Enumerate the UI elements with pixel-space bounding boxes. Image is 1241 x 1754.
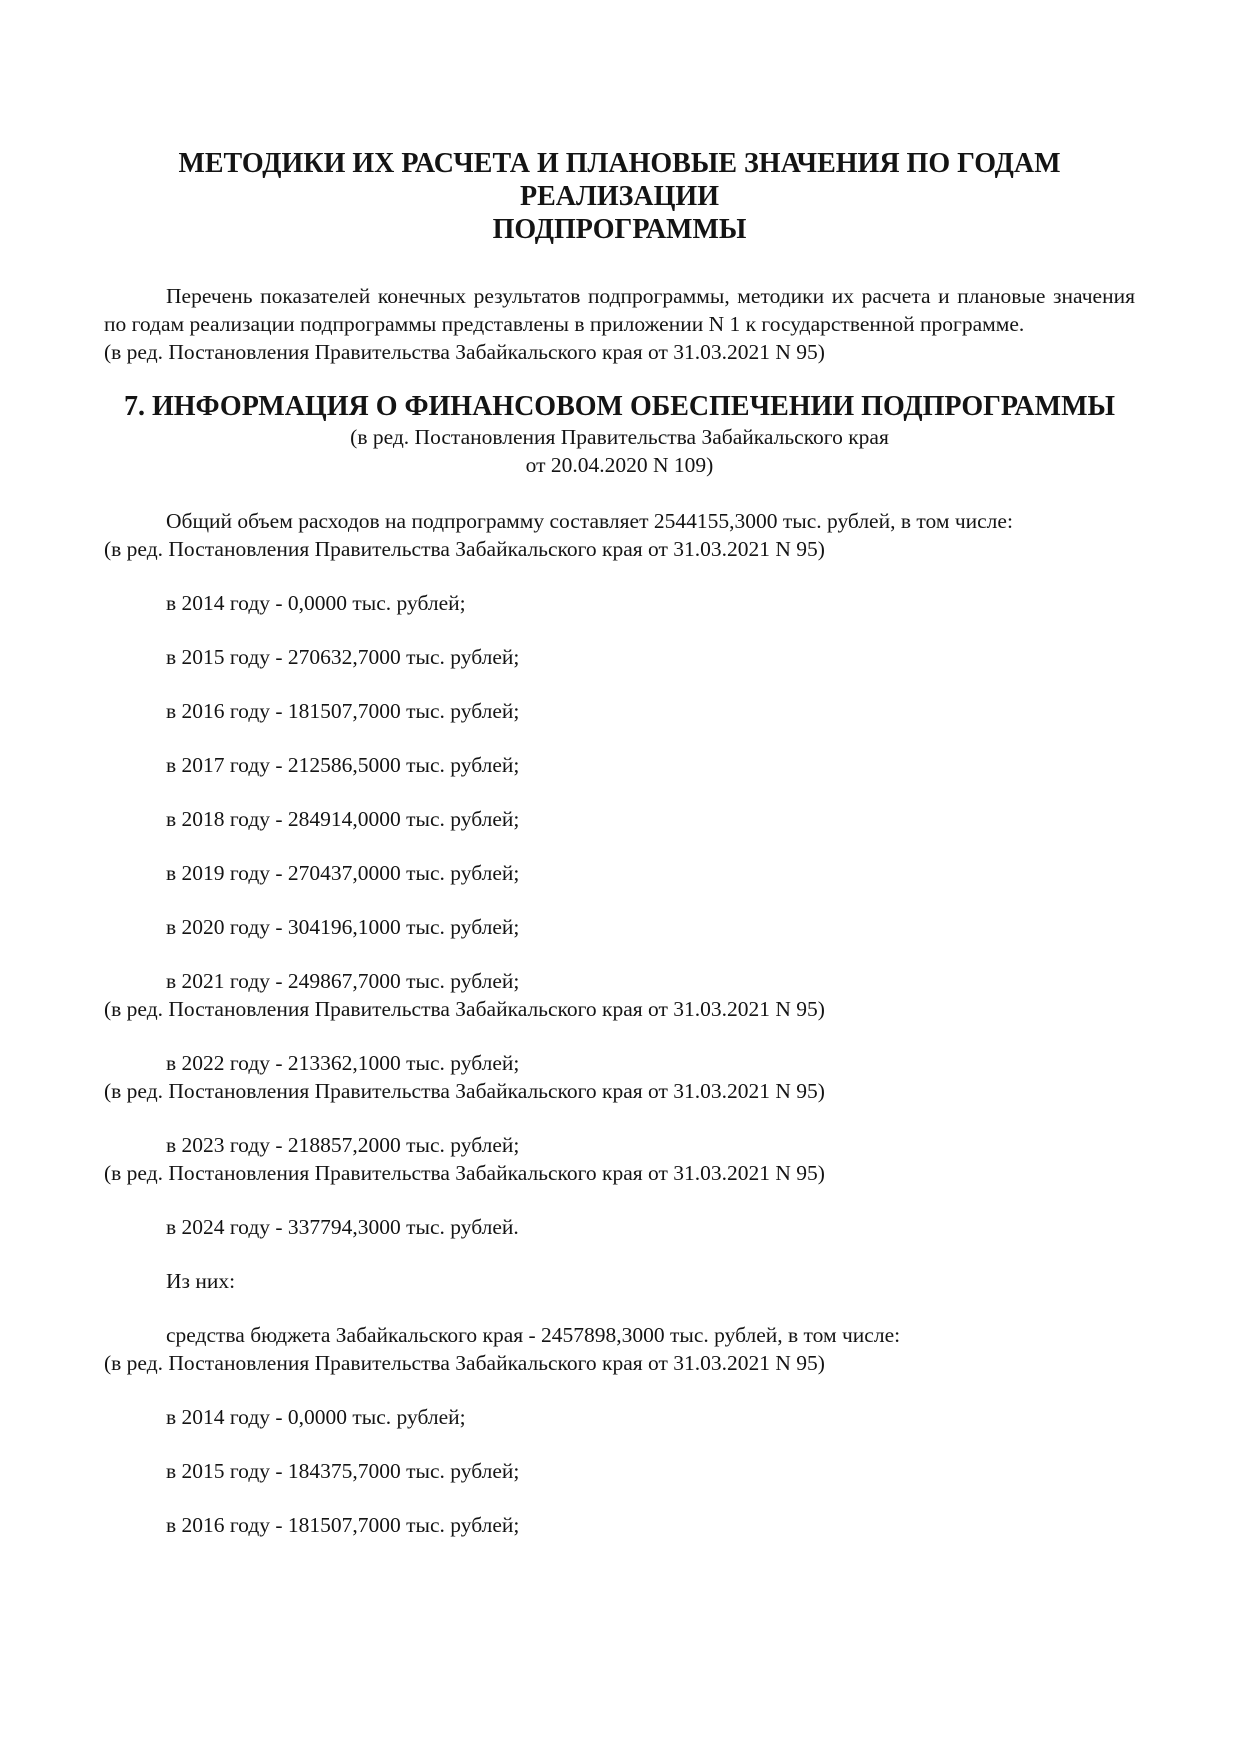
year-total-2019: в 2019 году - 270437,0000 тыс. рублей;	[166, 861, 520, 885]
year-total-2021: в 2021 году - 249867,7000 тыс. рублей;	[166, 969, 520, 993]
year-2021-amendment-note: (в ред. Постановления Правительства Забайкальского края от 31.03.2021 N 95)	[104, 997, 825, 1021]
of-them-label: Из них:	[166, 1269, 236, 1293]
total-expenses-amendment-note: (в ред. Постановления Правительства Забайкальского края от 31.03.2021 N 95)	[104, 537, 825, 561]
intro-amendment-note: (в ред. Постановления Правительства Забайкальского края от 31.03.2021 N 95)	[104, 340, 825, 364]
year-total-2022: в 2022 году - 213362,1000 тыс. рублей;	[166, 1051, 520, 1075]
regional-budget-paragraph: средства бюджета Забайкальского края - 2457898,3000 тыс. рублей, в том числе:	[166, 1323, 901, 1347]
budget-year-2014: в 2014 году - 0,0000 тыс. рублей;	[166, 1405, 466, 1429]
page-title	[104, 147, 1135, 246]
year-total-2023: в 2023 году - 218857,2000 тыс. рублей;	[166, 1133, 520, 1157]
year-total-2017: в 2017 году - 212586,5000 тыс. рублей;	[166, 753, 520, 777]
page-title-line-3: ПОДПРОГРАММЫ	[492, 214, 747, 245]
page-title-line-2: РЕАЛИЗАЦИИ	[520, 181, 719, 212]
page-title-line-1: МЕТОДИКИ ИХ РАСЧЕТА И ПЛАНОВЫЕ ЗНАЧЕНИЯ ПО ГОДАМ	[178, 148, 1061, 179]
section-7-amendment-line-2: от 20.04.2020 N 109)	[525, 453, 714, 477]
section-7-amendment-line-1: (в ред. Постановления Правительства Забайкальского края	[350, 425, 889, 449]
year-total-2020: в 2020 году - 304196,1000 тыс. рублей;	[166, 915, 520, 939]
budget-year-2015: в 2015 году - 184375,7000 тыс. рублей;	[166, 1459, 520, 1483]
year-total-2024: в 2024 году - 337794,3000 тыс. рублей.	[166, 1215, 519, 1239]
year-2023-amendment-note: (в ред. Постановления Правительства Забайкальского края от 31.03.2021 N 95)	[104, 1161, 825, 1185]
year-total-2018: в 2018 году - 284914,0000 тыс. рублей;	[166, 807, 520, 831]
budget-year-2016: в 2016 году - 181507,7000 тыс. рублей;	[166, 1513, 520, 1537]
total-expenses-paragraph: Общий объем расходов на подпрограмму составляет 2544155,3000 тыс. рублей, в том числе:	[166, 509, 1013, 533]
section-7-heading: 7. ИНФОРМАЦИЯ О ФИНАНСОВОМ ОБЕСПЕЧЕНИИ ПОДПРОГРАММЫ	[123, 391, 1116, 422]
year-total-2014: в 2014 году - 0,0000 тыс. рублей;	[166, 591, 466, 615]
year-total-2015: в 2015 году - 270632,7000 тыс. рублей;	[166, 645, 520, 669]
year-2022-amendment-note: (в ред. Постановления Правительства Забайкальского края от 31.03.2021 N 95)	[104, 1079, 825, 1103]
regional-budget-amendment-note: (в ред. Постановления Правительства Забайкальского края от 31.03.2021 N 95)	[104, 1351, 825, 1375]
year-total-2016: в 2016 году - 181507,7000 тыс. рублей;	[166, 699, 520, 723]
intro-paragraph: Перечень показателей конечных результатов подпрограммы, методики их расчета и плановые значения по годам реализации подпрограммы представлены в приложении N 1 к государственной программе.	[104, 284, 1135, 336]
